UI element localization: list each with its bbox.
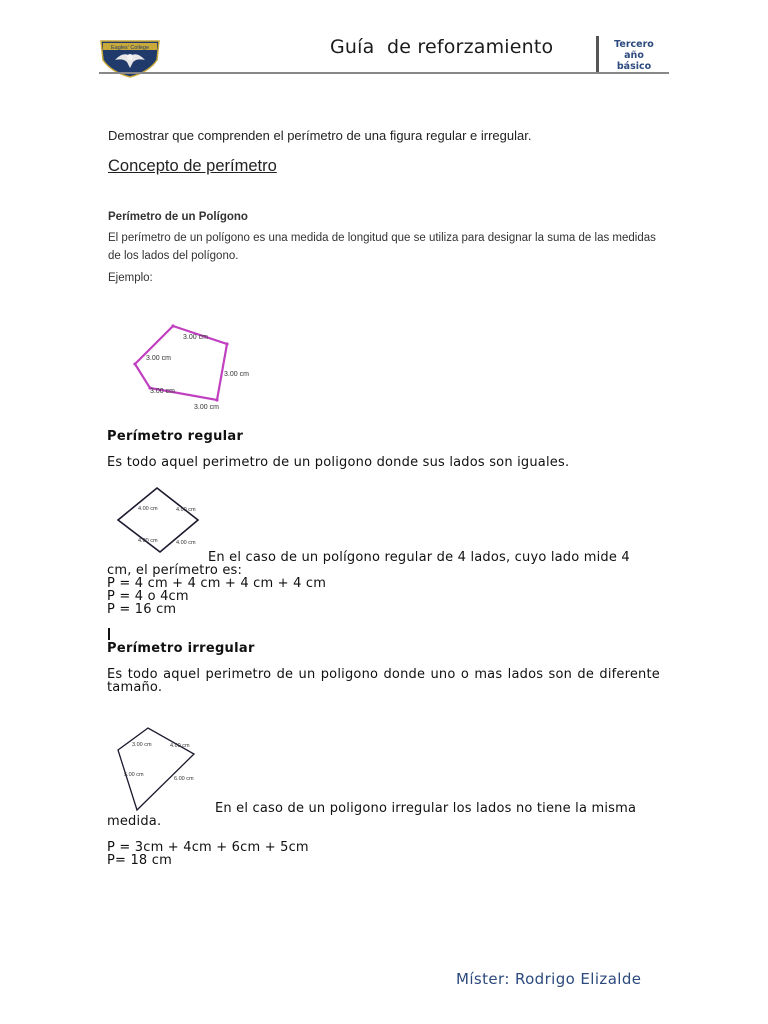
- objective-text: Demostrar que comprenden el perímetro de una figura regular e irregular.: [108, 128, 532, 143]
- diamond-side-label: 4.00 cm: [176, 507, 196, 513]
- grade-label: [606, 39, 662, 72]
- page-title: Guía de reforzamiento: [330, 36, 554, 58]
- grade-line: básico: [616, 61, 652, 72]
- pentagon-side-label: 3.00 cm: [194, 404, 219, 411]
- grade-line: Tercero: [614, 39, 654, 50]
- diamond-side-label: 4.00 cm: [138, 506, 158, 512]
- regular-definition: Es todo aquel perimetro de un poligono donde sus lados son iguales.: [107, 455, 570, 470]
- diamond-side-label: 4.00 cm: [176, 540, 196, 546]
- kite-side-label: 3.00 cm: [132, 742, 152, 748]
- text-cursor: [108, 628, 110, 640]
- kite-side-label: 5.00 cm: [124, 772, 144, 778]
- irregular-formula-result: P= 18 cm: [107, 853, 172, 868]
- concept-title: Concepto de perímetro: [108, 157, 277, 175]
- irregular-definition: Es todo aquel perimetro de un poligono donde uno o mas lados son de diferente tamaño.: [107, 667, 660, 695]
- header-divider: [596, 36, 599, 74]
- grade-line: año: [624, 50, 644, 61]
- pentagon-figure: [125, 318, 265, 418]
- regular-heading: Perímetro regular: [107, 429, 244, 444]
- irregular-formula-sum: P = 3cm + 4cm + 6cm + 5cm: [107, 840, 309, 855]
- kite-side-label: 4.00 cm: [170, 743, 190, 749]
- regular-formula-result: P = 16 cm: [107, 602, 177, 617]
- pentagon-side-label: 3.00 cm: [224, 371, 249, 378]
- kite-figure: [110, 722, 206, 814]
- pentagon-side-label: 3.00 cm: [146, 355, 171, 362]
- irregular-case-line2: medida.: [107, 814, 162, 829]
- teacher-signature: Míster: Rodrigo Elizalde: [456, 970, 642, 988]
- polygon-heading: Perímetro de un Polígono: [108, 211, 248, 223]
- irregular-case-line1: En el caso de un poligono irregular los lados no tiene la misma: [215, 801, 637, 816]
- diamond-figure: [112, 484, 208, 556]
- regular-formula-sum: P = 4 cm + 4 cm + 4 cm + 4 cm: [107, 576, 327, 591]
- logo-text: Eagles' College: [110, 45, 150, 51]
- polygon-paragraph: El perímetro de un polígono es una medida de longitud que se utiliza para designar la suma de las medidas de los lados del polígono.: [108, 232, 656, 262]
- kite-side-label: 6.00 cm: [174, 776, 194, 782]
- irregular-heading: Perímetro irregular: [107, 641, 255, 656]
- regular-case-line2: cm, el perímetro es:: [107, 563, 243, 578]
- pentagon-side-label: 3.00 cm: [183, 334, 208, 341]
- example-label: Ejemplo:: [108, 272, 153, 284]
- header-rule: [99, 72, 669, 74]
- diamond-side-label: 4.00 cm: [138, 538, 158, 544]
- regular-case-line1: En el caso de un polígono regular de 4 lados, cuyo lado mide 4: [208, 550, 630, 565]
- regular-formula-product: P = 4 o 4cm: [107, 589, 189, 604]
- pentagon-side-label: 3.00 cm: [150, 388, 175, 395]
